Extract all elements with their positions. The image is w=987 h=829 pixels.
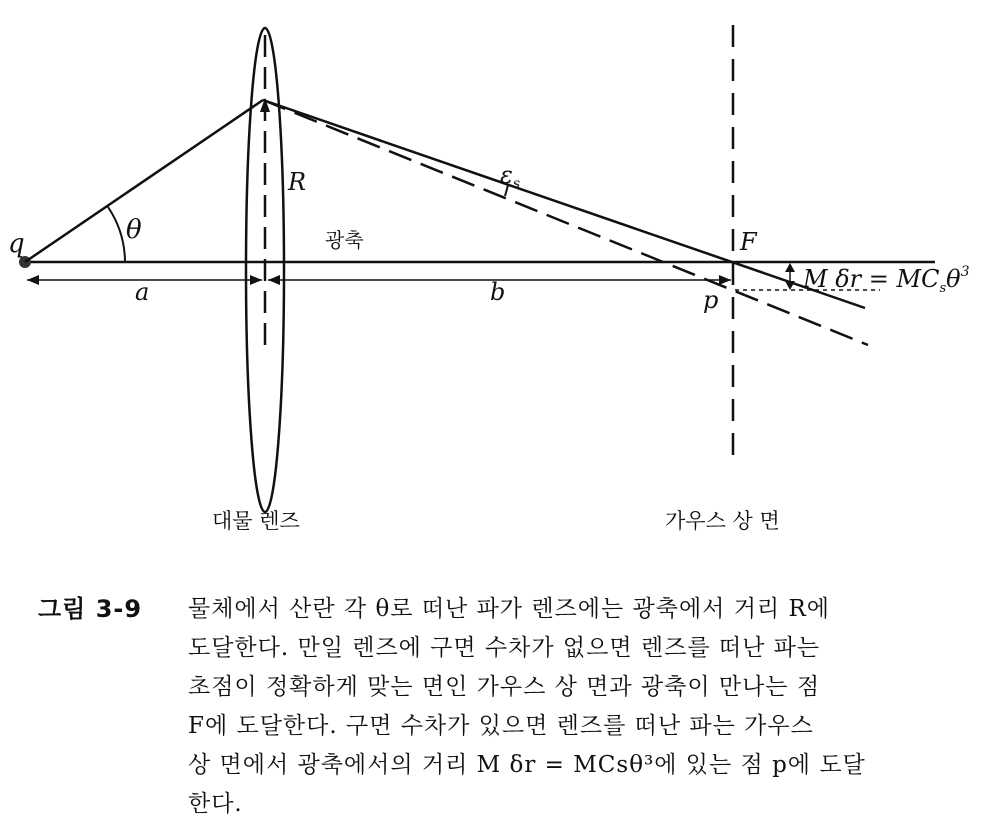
caption-line: 한다. [188, 791, 243, 817]
label-epsilon-s: $\varepsilon_s$ [500, 161, 521, 192]
caption-line: F에 도달한다. 구면 수차가 있으면 렌즈를 떠난 파는 가우스 [188, 713, 814, 739]
label-gauss-plane: 가우스 상 면 [665, 509, 780, 533]
label-optical-axis: 광축 [325, 228, 364, 252]
theta-arc [108, 207, 125, 262]
delta-r-arrow-top [785, 263, 795, 272]
caption-line: 상 면에서 광축에서의 거리 M δr = MCsθ³에 있는 점 p에 도달 [188, 752, 866, 778]
aberrated-ray [263, 100, 868, 345]
dimension-a-right-arrow [250, 275, 262, 285]
delta-r-arrow-bottom [785, 281, 795, 290]
dimension-b-left-arrow [268, 275, 280, 285]
label-R: R [288, 168, 307, 196]
caption-line: 물체에서 산란 각 θ로 떠난 파가 렌즈에는 광축에서 거리 R에 [188, 596, 830, 622]
label-objective-lens: 대물 렌즈 [212, 509, 300, 533]
caption-label: 그림 3-9 [38, 595, 143, 623]
incident-ray [25, 100, 263, 262]
dimension-b-right-arrow [719, 275, 731, 285]
caption-line: 도달한다. 만일 렌즈에 구면 수차가 없으면 렌즈를 떠난 파는 [188, 635, 821, 661]
label-F: F [740, 228, 757, 256]
label-q: q [8, 229, 25, 259]
dimension-a-left-arrow [27, 275, 39, 285]
caption-body [188, 590, 948, 824]
label-b: b [490, 278, 506, 306]
caption-line: 초점이 정확하게 맞는 면인 가우스 상 면과 광축이 만나는 점 [188, 674, 821, 700]
label-a: a [135, 278, 150, 306]
label-delta-r: M $\delta r = MC_s\theta^3$ [803, 264, 970, 296]
label-p: p [703, 286, 719, 314]
ideal-ray [263, 100, 865, 308]
label-theta: θ [126, 215, 142, 245]
